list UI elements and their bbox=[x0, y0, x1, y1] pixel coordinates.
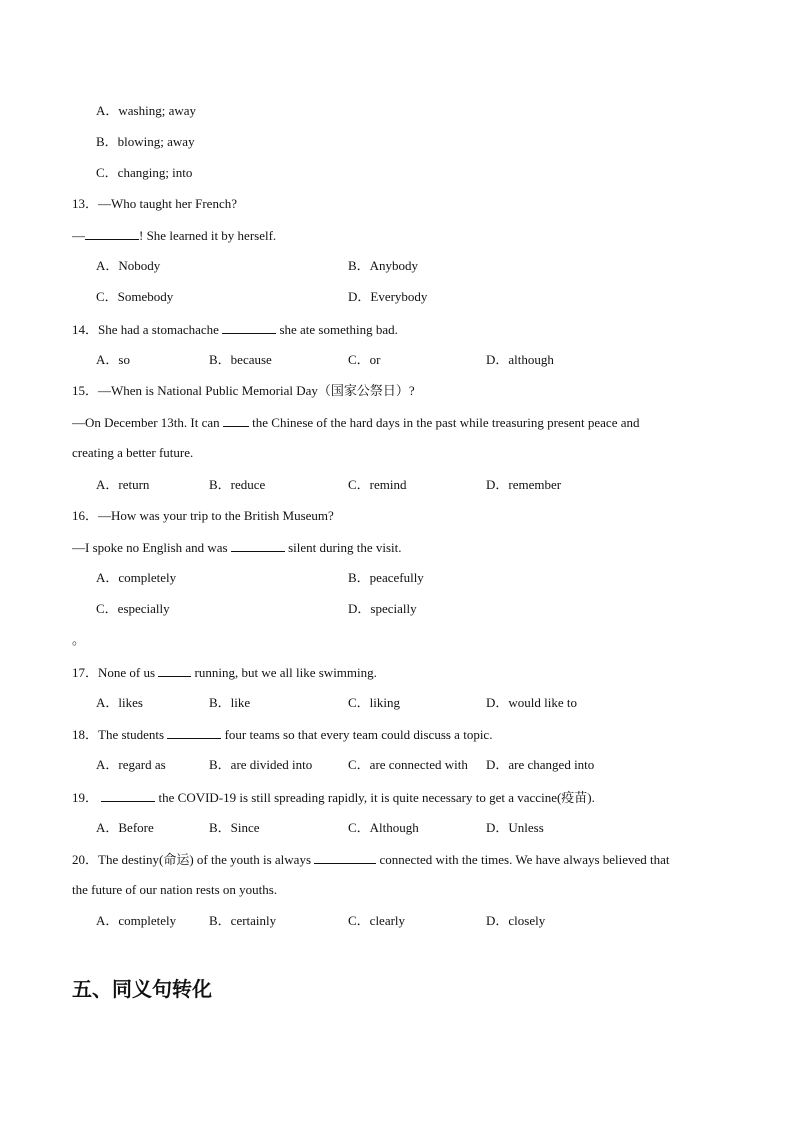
q18-stem-suffix: four teams so that every team could discuss a topic. bbox=[224, 727, 493, 742]
q12-option-b: B．blowing; away bbox=[96, 134, 195, 149]
q13-reply-prefix: — bbox=[72, 228, 85, 243]
q17-option-b: B．like bbox=[209, 695, 251, 710]
q13-reply-suffix: ! She learned it by herself. bbox=[139, 228, 277, 243]
q20-option-a: A．completely bbox=[96, 913, 177, 928]
q19-option-d: D．Unless bbox=[486, 820, 544, 835]
q14-stem bbox=[72, 321, 398, 338]
q15-reply-prefix: —On December 13th. It can bbox=[72, 415, 220, 430]
q13-option-b: B．Anybody bbox=[348, 258, 419, 273]
q20-option-c: C．clearly bbox=[348, 913, 406, 928]
q19-option-c: C．Although bbox=[348, 820, 419, 835]
q18-option-c: C．are connected with bbox=[348, 757, 468, 772]
q19-option-b: B．Since bbox=[209, 820, 260, 835]
q14-option-d: D．although bbox=[486, 352, 554, 367]
q12-option-a: A．washing; away bbox=[96, 103, 197, 118]
answer-blank bbox=[222, 321, 276, 334]
answer-blank bbox=[167, 726, 221, 739]
q20-stem-continued: the future of our nation rests on youths. bbox=[72, 882, 278, 897]
q16-stem: 16．—How was your trip to the British Museum? bbox=[72, 508, 334, 523]
q13-reply bbox=[72, 227, 276, 244]
q15-reply-suffix: the Chinese of the hard days in the past while treasuring present peace and bbox=[252, 415, 640, 430]
q14-stem-suffix: she ate something bad. bbox=[279, 322, 398, 337]
q17-stem-prefix: 17．None of us bbox=[72, 665, 156, 680]
q14-option-b: B．because bbox=[209, 352, 272, 367]
q17-option-d: D．would like to bbox=[486, 695, 577, 710]
q18-option-d: D．are changed into bbox=[486, 757, 595, 772]
q13-option-a: A．Nobody bbox=[96, 258, 161, 273]
q20-stem bbox=[72, 851, 670, 868]
q13-option-d: D．Everybody bbox=[348, 289, 428, 304]
q14-option-a: A．so bbox=[96, 352, 130, 367]
q16-option-c: C．especially bbox=[96, 601, 170, 616]
q17-option-a: A．likes bbox=[96, 695, 143, 710]
q16-option-d: D．specially bbox=[348, 601, 417, 616]
q16-option-a: A．completely bbox=[96, 570, 177, 585]
answer-blank bbox=[158, 664, 191, 677]
q19-stem-suffix: the COVID-19 is still spreading rapidly, it is quite necessary to get a vaccine(疫苗). bbox=[158, 790, 595, 805]
q15-option-a: A．return bbox=[96, 477, 150, 492]
q13-option-c: C．Somebody bbox=[96, 289, 174, 304]
q14-option-c: C．or bbox=[348, 352, 381, 367]
q20-option-d: D．closely bbox=[486, 913, 546, 928]
q19-option-a: A．Before bbox=[96, 820, 154, 835]
q17-stem-suffix: running, but we all like swimming. bbox=[194, 665, 377, 680]
q15-option-d: D．remember bbox=[486, 477, 562, 492]
q18-option-b: B．are divided into bbox=[209, 757, 313, 772]
q20-option-b: B．certainly bbox=[209, 913, 277, 928]
q15-stem: 15．—When is National Public Memorial Day（国家公祭日）? bbox=[72, 383, 415, 398]
q15-option-b: B．reduce bbox=[209, 477, 266, 492]
q15-reply-continued: creating a better future. bbox=[72, 445, 194, 460]
q16-reply bbox=[72, 539, 402, 556]
q19-stem bbox=[72, 789, 595, 806]
answer-blank bbox=[85, 227, 139, 240]
q16-reply-prefix: —I spoke no English and was bbox=[72, 540, 228, 555]
answer-blank bbox=[223, 414, 249, 427]
q18-stem bbox=[72, 726, 492, 743]
q15-option-c: C．remind bbox=[348, 477, 407, 492]
q15-reply bbox=[72, 414, 639, 431]
q20-stem-prefix: 20．The destiny(命运) of the youth is always bbox=[72, 852, 312, 867]
q12-option-c: C．changing; into bbox=[96, 165, 193, 180]
q16-option-b: B．peacefully bbox=[348, 570, 424, 585]
q18-option-a: A．regard as bbox=[96, 757, 166, 772]
answer-blank bbox=[231, 539, 285, 552]
section-heading: 五、同义句转化 bbox=[72, 977, 212, 1001]
stray-punctuation: 。 bbox=[72, 632, 86, 647]
q13-stem: 13．—Who taught her French? bbox=[72, 196, 237, 211]
q16-reply-suffix: silent during the visit. bbox=[288, 540, 402, 555]
q20-stem-suffix: connected with the times. We have always believed that bbox=[379, 852, 670, 867]
q17-stem bbox=[72, 664, 377, 681]
answer-blank bbox=[101, 789, 155, 802]
q19-stem-prefix: 19． bbox=[72, 790, 99, 805]
answer-blank bbox=[314, 851, 376, 864]
q18-stem-prefix: 18．The students bbox=[72, 727, 165, 742]
q14-stem-prefix: 14．She had a stomachache bbox=[72, 322, 219, 337]
q17-option-c: C．liking bbox=[348, 695, 401, 710]
